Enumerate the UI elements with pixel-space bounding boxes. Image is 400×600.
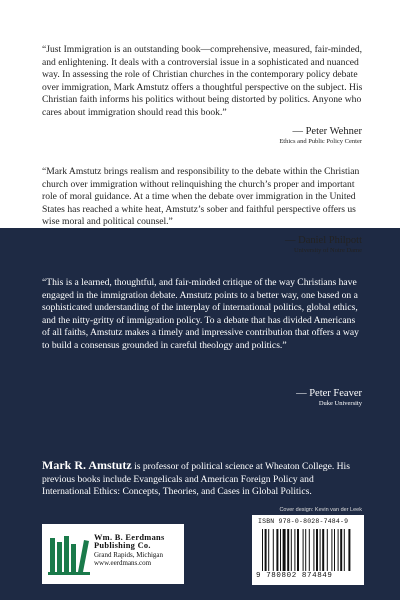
barcode-bar — [320, 529, 321, 571]
isbn-label: ISBN 978-0-8028-7484-9 — [258, 518, 349, 525]
publisher-text — [94, 534, 165, 568]
endorsement-quote-3: “This is a learned, thoughtful, and fair-minded critique of the way Christians have engaged in the immigration debate. Amstutz points to a better way, one based on a sophisticated understanding of the interplay of international politics, global ethics, and the nitty-gritty of immigration policy. To a debate that has divided Americans of all faiths, Amstutz makes a timely and impressive contribution that offers a way to build a consensus grounded in careful theology and politics.” — [42, 277, 359, 351]
barcode-block — [252, 515, 364, 585]
barcode-bar — [348, 529, 350, 571]
barcode-bar — [294, 529, 295, 571]
barcode-bar — [305, 529, 306, 571]
cover-credit: Cover design: Kevin van der Leek — [279, 507, 362, 513]
endorsement-quote-1: “Just Immigration is an outstanding book—comprehensive, measured, fair-minded, and enlightening. It deals with a controversial issue in a sophisticated and nuanced way. In assessing the role of Christian churches in the contemporary policy debate over immigration, Mark Amstutz offers a thoughtful perspective on the subject. His Christian faith informs his politics without being distorted by politics. Anyone who cares about immigration should read this book.” — [42, 44, 363, 118]
endorsement-attribution-3 — [296, 388, 362, 408]
barcode-bar — [291, 529, 292, 571]
barcode-bar — [316, 529, 318, 571]
publisher-block — [42, 524, 184, 584]
barcode-bar — [334, 529, 335, 571]
barcode-bar — [344, 529, 345, 571]
endorser-affiliation-3: Duke University — [318, 400, 362, 407]
barcode-digits: 9 780802 874849 — [256, 572, 333, 580]
barcode-bar — [322, 529, 324, 571]
endorser-name-2: — Daniel Philpott — [285, 235, 362, 246]
barcode-bar — [331, 529, 332, 571]
publisher-name: Wm. B. Eerdmans — [94, 533, 165, 542]
barcode-bar — [283, 529, 286, 571]
barcode-bar — [338, 529, 339, 571]
endorsement-attribution-2 — [285, 235, 362, 255]
endorser-affiliation-1: Ethics and Public Policy Center — [279, 138, 362, 145]
barcode-bar — [280, 529, 281, 571]
barcode-bar — [265, 529, 267, 571]
endorser-name-1: — Peter Wehner — [292, 126, 362, 137]
author-name: Mark R. Amstutz — [42, 458, 132, 472]
barcode-icon — [262, 529, 356, 571]
eerdmans-logo-icon — [48, 532, 90, 576]
publisher-company: Publishing Co. — [94, 541, 151, 551]
barcode-bar — [262, 529, 263, 571]
author-bio-text: is professor of political science at Wheaton College. His previous books include Evangelicals and American Foreign Policy and International Ethics: Concepts, Theories, and Cases in Global Politics. — [42, 461, 350, 498]
barcode-bar — [327, 529, 328, 571]
barcode-bar — [268, 529, 269, 571]
barcode-bar — [276, 529, 278, 571]
endorsement-attribution-1 — [279, 126, 362, 146]
endorsement-quote-2: “Mark Amstutz brings realism and responsibility to the debate within the Christian church over immigration without relinquishing the church’s proper and important role of moral guidance. At a time when the debate over immigration in the United States has reached a white heat, Amstutz’s sober and faithful perspective offers us wise moral and political counsel.” — [42, 166, 360, 228]
publisher-website: www.eerdmans.com — [94, 559, 152, 568]
barcode-bar — [309, 529, 310, 571]
endorser-affiliation-2: University of Notre Dame — [293, 247, 362, 254]
barcode-bar — [287, 529, 289, 571]
barcode-bar — [303, 529, 304, 571]
barcode-bar — [273, 529, 274, 571]
publisher-location: Grand Rapids, Michigan — [94, 550, 164, 559]
endorser-name-3: — Peter Feaver — [296, 388, 362, 399]
barcode-bar — [313, 529, 314, 571]
barcode-bar — [340, 529, 342, 571]
author-bio — [42, 459, 364, 499]
barcode-bar — [297, 529, 299, 571]
